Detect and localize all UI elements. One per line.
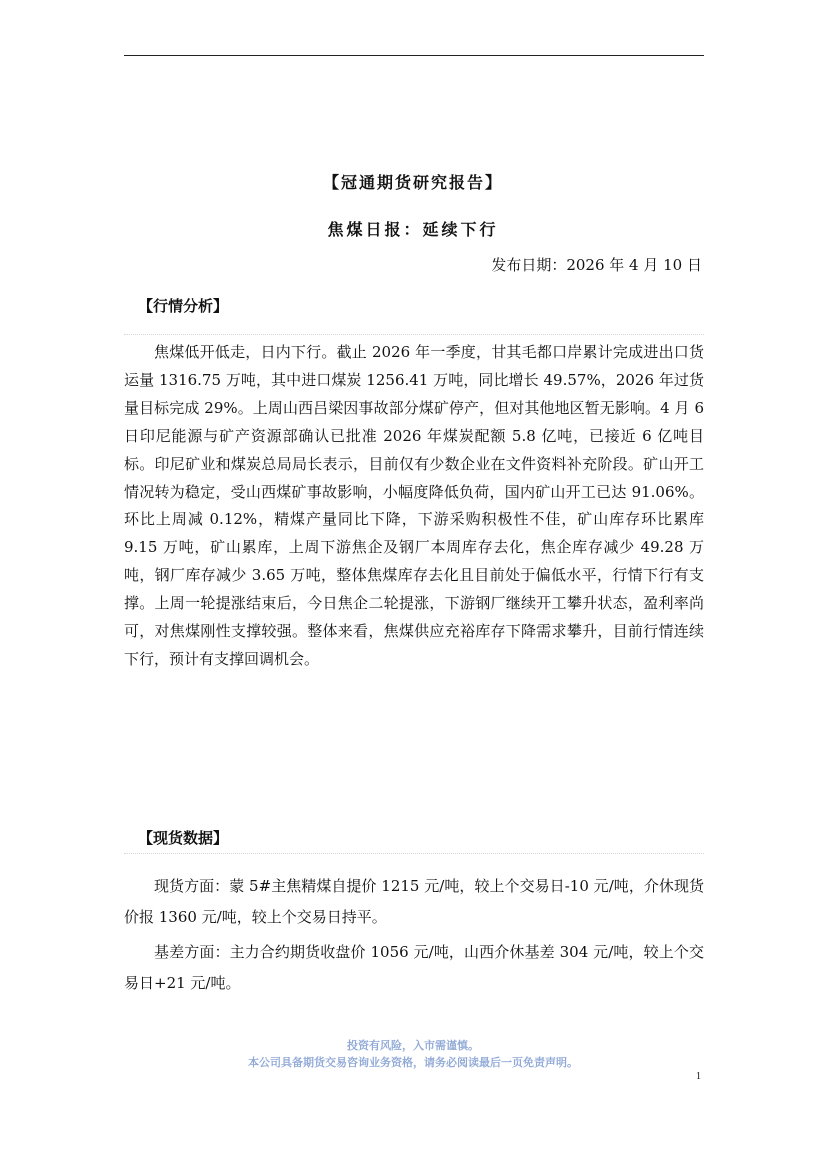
section-divider [124,853,704,854]
risk-notice: 投资有风险，入市需谨慎。 [347,1039,479,1052]
market-analysis-heading: 【行情分析】 [138,297,229,315]
report-subtitle: 焦煤日报：延续下行 [327,220,499,239]
qualification-notice: 本公司具备期货交易咨询业务资格，请务必阅读最后一页免责声明。 [248,1056,578,1069]
spot-price-paragraph: 现货方面：蒙 5#主焦精煤自提价 1215 元/吨，较上个交易日-10 元/吨，介休现货价报 1360 元/吨，较上个交易日持平。 [124,877,704,926]
header-rule [124,55,704,56]
report-title: 【冠通期货研究报告】 [322,173,503,192]
market-analysis-paragraph: 焦煤低开低走，日内下行。截止 2026 年一季度，甘其毛都口岸累计完成进出口货运量 1316.75 万吨，其中进口煤炭 1256.41 万吨，同比增长 49.57%，2026 年过货量目标完成 29%。上周山西吕梁因事故部分煤矿停产，但对其他地区暂无影响。4 月 6 日印尼能源与矿产资源部确认已批准 2026 年煤炭配额 5.8 亿吨，已接近 6 亿吨目标。印尼矿业和煤炭总局局长表示，目前仅有少数企业在文件资料补充阶段。矿山开工情况转为稳定，受山西煤矿事故影响，小幅度降低负荷，国内矿山开工已达 91.06%。环比上周减 0.12%，精煤产量同比下降，下游采购积极性不佳，矿山库存环比累库 9.15 万吨，矿山累库，上周下游焦企及钢厂本周库存去化，焦企库存减少 49.28 万吨，钢厂库存减少 3.65 万吨，整体焦煤库存去化且目前处于偏低水平，行情下行有支撑。上周一轮提涨结束后，今日焦企二轮提涨，下游钢厂继续开工攀升状态，盈利率尚可，对焦煤刚性支撑较强。整体来看，焦煤供应充裕库存下降需求攀升，目前行情连续下行，预计有支撑回调机会。 [124,343,704,668]
spot-data-heading: 【现货数据】 [138,829,229,847]
basis-paragraph: 基差方面：主力合约期货收盘价 1056 元/吨，山西介休基差 304 元/吨，较上个交易日+21 元/吨。 [124,943,704,992]
page-number: 1 [696,1071,701,1082]
section-divider [124,334,704,335]
publish-date: 发布日期：2026 年 4 月 10 日 [491,256,702,274]
